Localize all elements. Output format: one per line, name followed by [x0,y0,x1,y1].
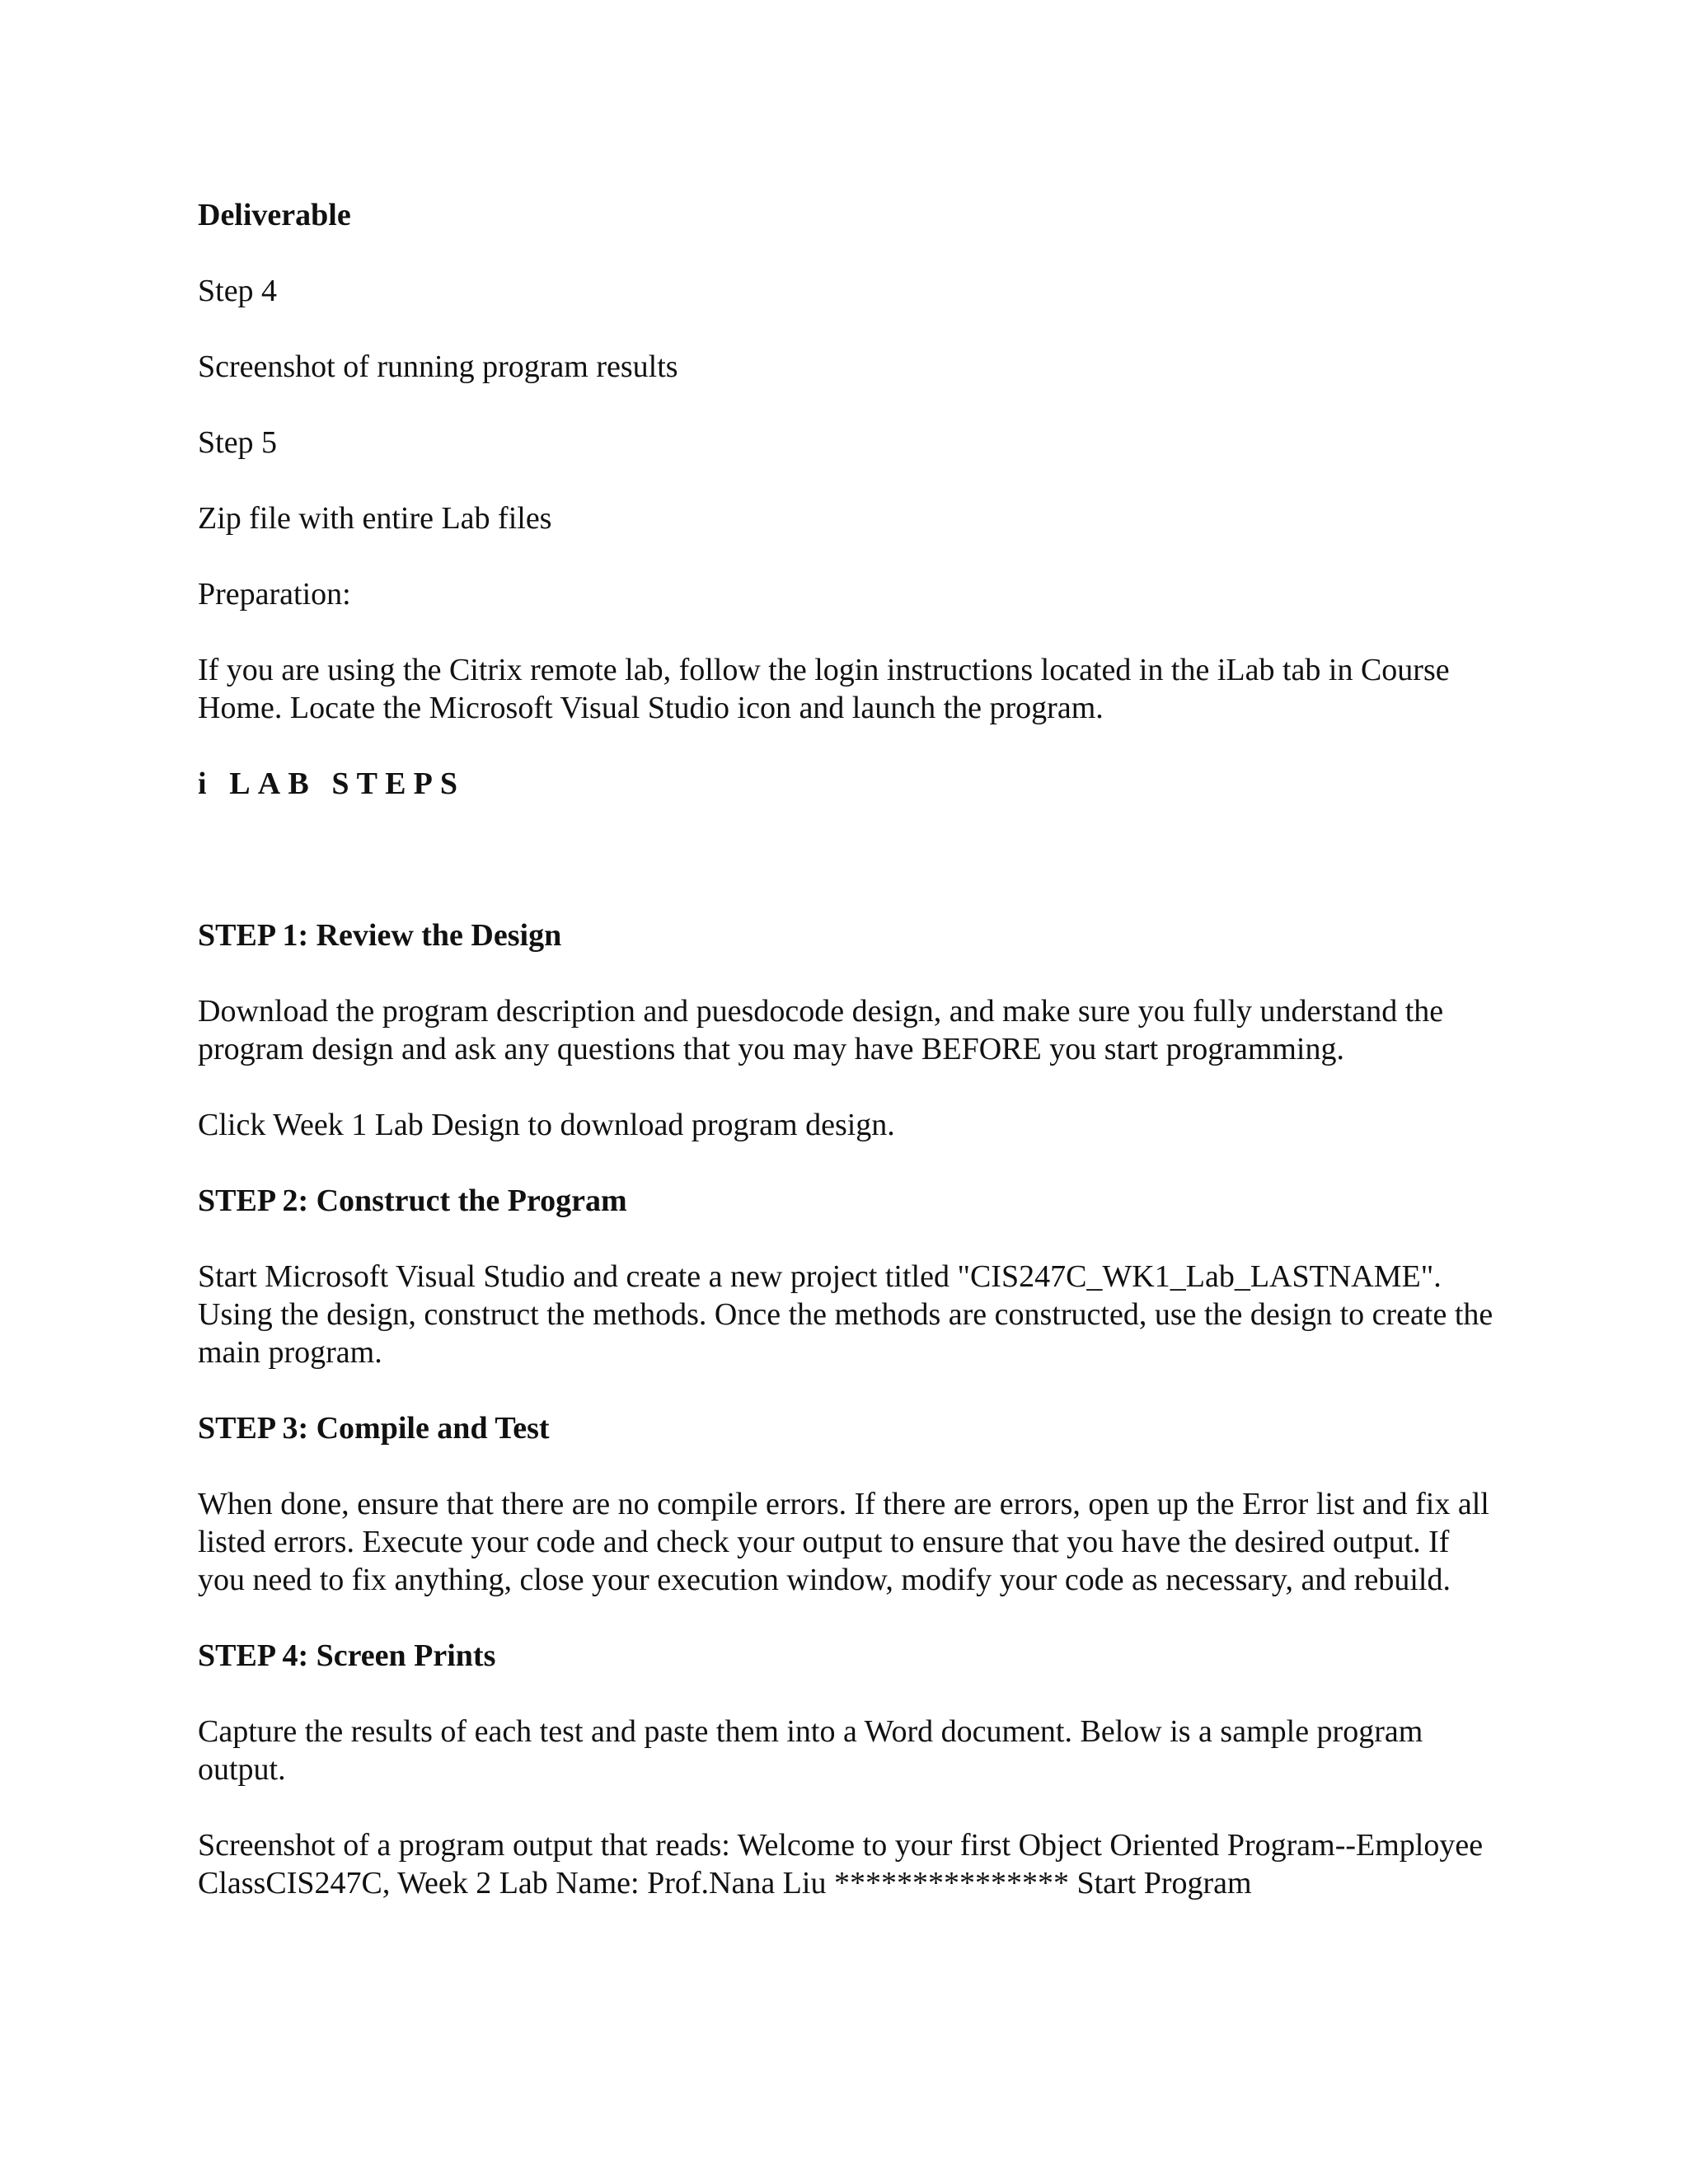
step3-heading: STEP 3: Compile and Test [198,1411,550,1446]
preparation-text: If you are using the Citrix remote lab, follow the login instructions located in the iLab tab in Course Home. Locate the Microsoft Visual Studio icon and launch the program. [198,653,1450,725]
step4-text: Capture the results of each test and paste them into a Word document. Below is a sample program output. [198,1714,1423,1787]
step4-heading: STEP 4: Screen Prints [198,1638,496,1673]
step1-text: Download the program description and puesdocode design, and make sure you fully understand the program design and ask any questions that you may have BEFORE you start programming. [198,994,1444,1066]
step2-heading: STEP 2: Construct the Program [198,1183,627,1218]
document-body [198,196,1500,1940]
ilab-steps-heading: i LAB STEPS [198,766,466,801]
step5-deliverable-item: Zip file with entire Lab files [198,501,552,536]
step5-label: Step 5 [198,425,278,460]
deliverable-heading: Deliverable [198,198,351,232]
step2-text: Start Microsoft Visual Studio and create a new project titled "CIS247C_WK1_Lab_LASTNAME". Using the design, construct the methods. Once the methods are constructed, use the design to create the main program. [198,1259,1493,1370]
preparation-heading: Preparation: [198,577,351,612]
screenshot-description: Screenshot of a program output that reads: Welcome to your first Object Oriented Program--Employee ClassCIS247C, Week 2 Lab Name: Prof.Nana Liu *************** Start Program [198,1828,1484,1900]
step4-label: Step 4 [198,274,278,308]
step3-text: When done, ensure that there are no compile errors. If there are errors, open up the Error list and fix all listed errors. Execute your code and check your output to ensure that you have the desired output. If you need to fix anything, close your execution window, modify your code as necessary, and rebuild. [198,1487,1489,1597]
step1-link-text: Click Week 1 Lab Design to download program design. [198,1108,895,1142]
step1-heading: STEP 1: Review the Design [198,918,562,953]
step4-deliverable-item: Screenshot of running program results [198,349,678,384]
